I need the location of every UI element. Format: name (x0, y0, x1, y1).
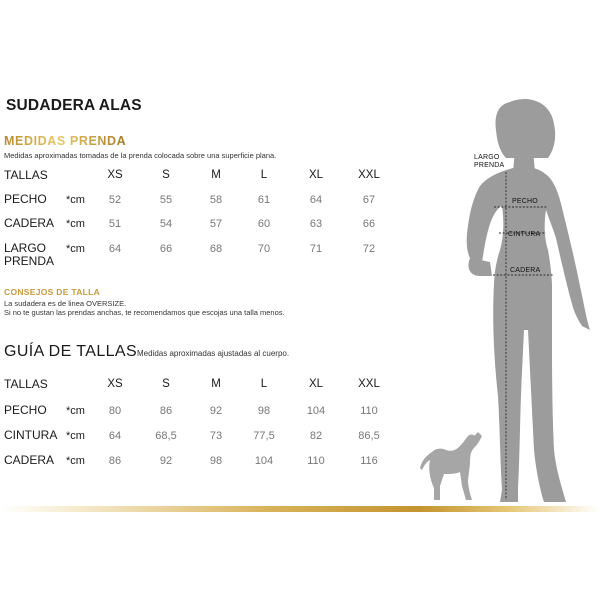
guide-cell: 82 (309, 430, 323, 442)
garment-measures-heading: MEDIDAS PRENDA (4, 134, 127, 148)
guide-size-header: L (260, 378, 268, 390)
garment-cell: 70 (257, 243, 271, 255)
garment-cell: 52 (108, 194, 122, 206)
garment-row-unit: *cm (66, 218, 85, 230)
guide-cell: 86 (108, 455, 122, 467)
guide-row-unit: *cm (66, 455, 85, 467)
guide-sizes-label: TALLAS (4, 377, 48, 391)
garment-cell: 66 (159, 243, 173, 255)
dog-silhouette (420, 432, 482, 500)
figure-label-largo-line2: PRENDA (474, 162, 505, 169)
garment-row-label-line2: PRENDA (4, 254, 55, 268)
guide-row-unit: *cm (66, 405, 85, 417)
garment-size-header: L (260, 169, 268, 181)
guide-cell: 77,5 (253, 430, 275, 442)
garment-cell: 57 (209, 218, 223, 230)
page-title: SUDADERA ALAS (6, 97, 142, 114)
figure-label-largo (474, 154, 504, 170)
size-advice-heading: CONSEJOS DE TALLA (4, 287, 101, 297)
size-guide-heading: GUÍA DE TALLAS (4, 343, 138, 360)
garment-row-unit: *cm (66, 194, 85, 206)
garment-size-header: XXL (358, 169, 380, 181)
guide-cell: 86,5 (358, 430, 380, 442)
guide-cell: 64 (108, 430, 122, 442)
guide-cell: 68,5 (155, 430, 177, 442)
garment-sizes-label: TALLAS (4, 168, 48, 182)
garment-cell: 66 (362, 218, 376, 230)
garment-cell: 51 (108, 218, 122, 230)
garment-size-header: XL (308, 169, 324, 181)
garment-row-label-line1: LARGO (4, 241, 47, 255)
guide-size-header: M (211, 378, 221, 390)
garment-cell: 71 (309, 243, 323, 255)
guide-row-label: CADERA (4, 453, 55, 467)
size-guide-subtitle: Medidas aproximadas ajustadas al cuerpo. (137, 349, 290, 358)
garment-cell: 55 (159, 194, 173, 206)
garment-cell: 54 (159, 218, 173, 230)
guide-cell: 110 (307, 455, 325, 467)
guide-cell: 110 (360, 405, 378, 417)
garment-cell: 72 (362, 243, 376, 255)
guide-size-header: S (162, 378, 170, 390)
garment-row-label: CADERA (4, 216, 55, 230)
guide-size-header: XXL (358, 378, 380, 390)
guide-cell: 116 (360, 455, 378, 467)
garment-cell: 68 (209, 243, 223, 255)
figure-label-pecho: PECHO (512, 198, 538, 205)
figure-label-cadera: CADERA (510, 267, 541, 274)
guide-row-label: CINTURA (4, 428, 58, 442)
guide-size-header: XL (308, 378, 324, 390)
garment-row-unit: *cm (66, 243, 85, 255)
guide-cell: 80 (108, 405, 122, 417)
size-advice-line: Si no te gustan las prendas anchas, te recomendamos que escojas una talla menos. (4, 308, 285, 317)
size-advice-line: La sudadera es de linea OVERSIZE. (4, 299, 127, 308)
guide-cell: 104 (254, 455, 274, 467)
guide-cell: 98 (257, 405, 271, 417)
guide-cell: 92 (209, 405, 223, 417)
garment-size-header: XS (107, 169, 123, 181)
garment-size-header: S (162, 169, 170, 181)
guide-size-header: XS (107, 378, 123, 390)
garment-cell: 60 (257, 218, 271, 230)
garment-size-header: M (211, 169, 221, 181)
garment-cell: 63 (309, 218, 323, 230)
guide-cell: 92 (159, 455, 173, 467)
garment-cell: 67 (362, 194, 376, 206)
garment-row-label: PECHO (4, 192, 47, 206)
guide-cell: 98 (209, 455, 223, 467)
guide-cell: 86 (159, 405, 173, 417)
garment-cell: 64 (108, 243, 122, 255)
figure-label-largo-line1: LARGO (474, 154, 500, 161)
guide-row-label: PECHO (4, 403, 47, 417)
guide-cell: 73 (209, 430, 223, 442)
garment-cell: 58 (209, 194, 223, 206)
guide-cell: 104 (306, 405, 326, 417)
garment-measures-subtitle: Medidas aproximadas tomadas de la prenda colocada sobre una superficie plana. (4, 151, 277, 160)
figure-label-cintura: CINTURA (508, 231, 541, 238)
guide-row-unit: *cm (66, 430, 85, 442)
garment-cell: 61 (257, 194, 271, 206)
garment-cell: 64 (309, 194, 323, 206)
